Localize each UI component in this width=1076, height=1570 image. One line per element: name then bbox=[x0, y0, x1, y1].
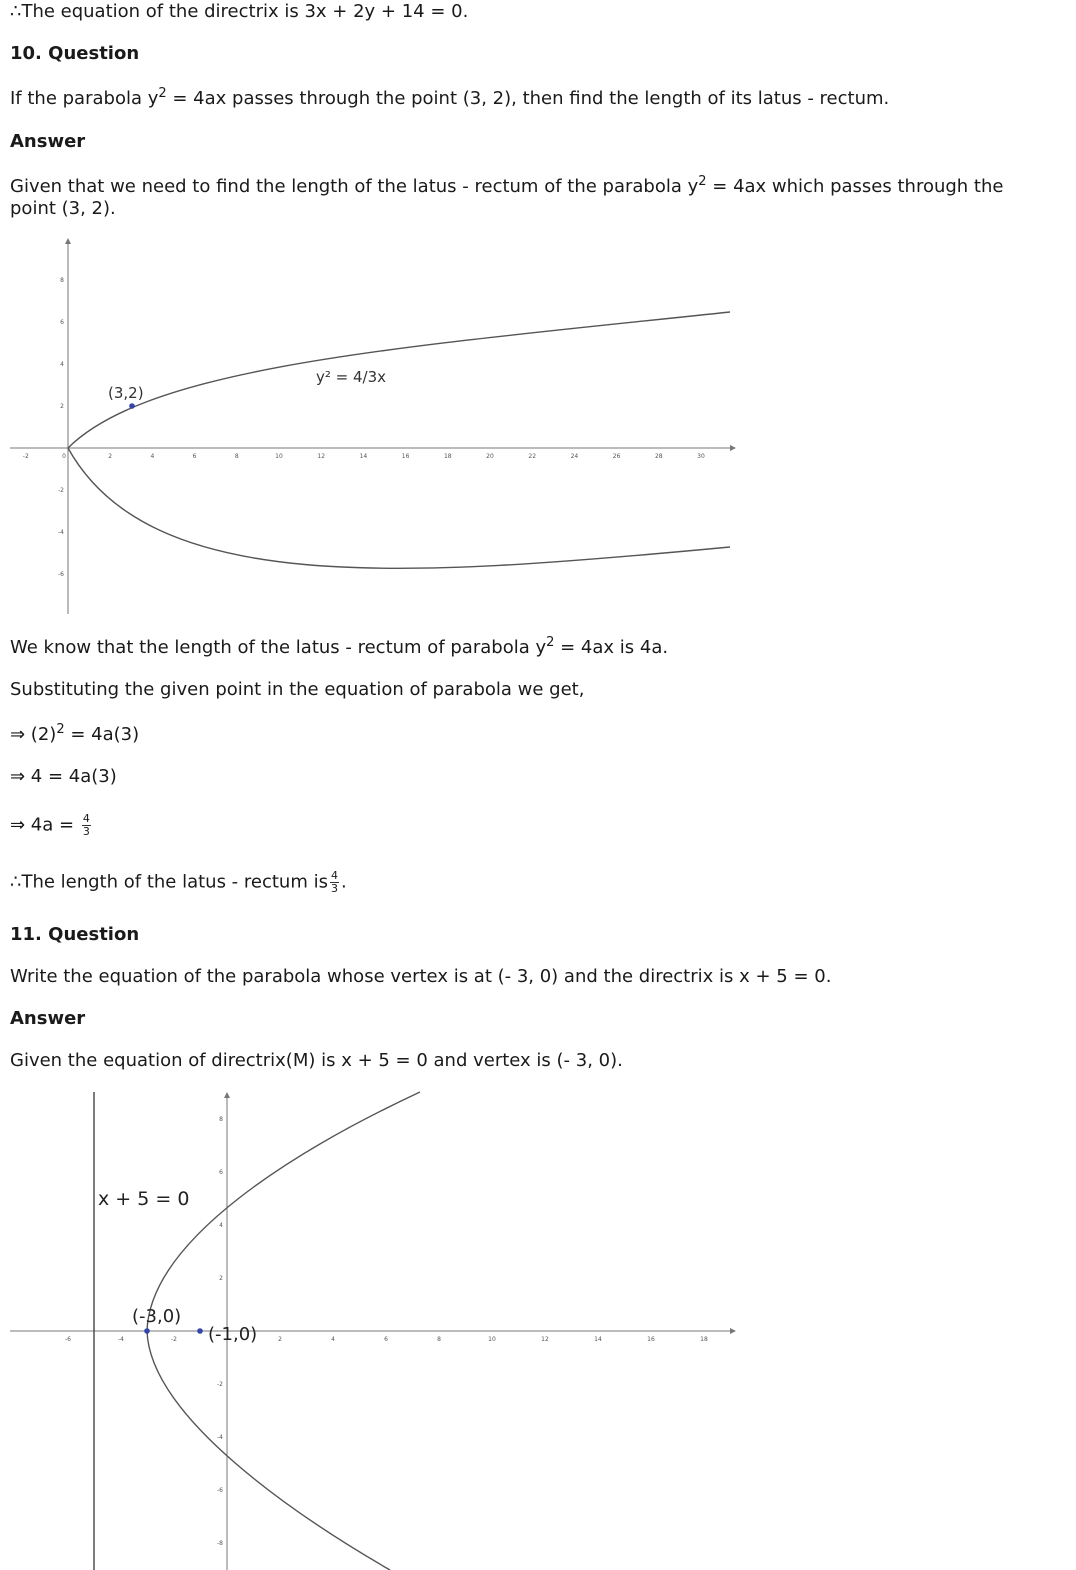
tick-label: 2 bbox=[219, 1275, 223, 1282]
q11-graph-x-ticks bbox=[65, 1336, 708, 1343]
q10-step2: ⇒ 4 = 4a(3) bbox=[10, 766, 117, 787]
tick-label: 10 bbox=[488, 1336, 496, 1343]
q11-parabola-graph bbox=[0, 1088, 740, 1570]
q10-know: We know that the length of the latus - rectum of parabola $y^2 = 4ax$ is 4a. bbox=[10, 635, 669, 658]
q10-heading: 10. Question bbox=[10, 43, 140, 64]
q10-graph-y-ticks bbox=[58, 277, 64, 578]
tick-label: 10 bbox=[275, 453, 283, 460]
q10-graph-axes bbox=[10, 238, 736, 614]
tick-label: 8 bbox=[60, 277, 64, 284]
tick-label: 4 bbox=[60, 361, 64, 368]
tick-label: -6 bbox=[217, 1487, 223, 1494]
q11-answer-heading: Answer bbox=[10, 1008, 86, 1029]
tick-label: -6 bbox=[65, 1336, 71, 1343]
fraction: $\frac{4}{3}$ bbox=[330, 869, 338, 895]
q10-graph-x-ticks bbox=[23, 453, 705, 460]
tick-label: 12 bbox=[317, 453, 326, 460]
tick-label: -8 bbox=[217, 1540, 223, 1547]
tick-label: -4 bbox=[118, 1336, 124, 1343]
tick-label: 6 bbox=[60, 319, 64, 326]
q11-graph-axes bbox=[10, 1092, 736, 1570]
q10-step1: ⇒ $(2)^2 = 4a(3)$ bbox=[10, 722, 140, 745]
tick-label: 20 bbox=[486, 453, 494, 460]
q11-heading: 11. Question bbox=[10, 924, 140, 945]
q10-curve-label: y² = 4/3x bbox=[316, 368, 387, 386]
q10-substitute: Substituting the given point in the equation of parabola we get, bbox=[10, 679, 585, 700]
tick-label: -2 bbox=[58, 487, 64, 494]
tick-label: -2 bbox=[22, 453, 29, 460]
q10-question: If the parabola $y^2 = 4ax$ passes through the point (3, 2), then find the length of its latus - rectum. bbox=[10, 86, 890, 109]
q11-given: Given the equation of directrix(M) is x + 5 = 0 and vertex is (- 3, 0). bbox=[10, 1050, 623, 1071]
tick-label: 26 bbox=[612, 453, 621, 460]
tick-label: 16 bbox=[401, 453, 410, 460]
tick-label: -6 bbox=[58, 571, 64, 578]
q11-vertex-label: (-3,0) bbox=[132, 1306, 182, 1327]
tick-label: 14 bbox=[359, 453, 368, 460]
tick-label: -2 bbox=[217, 1381, 223, 1388]
q10-point-label: (3,2) bbox=[108, 384, 144, 402]
tick-label: 2 bbox=[108, 453, 113, 460]
tick-label: 12 bbox=[541, 1336, 549, 1343]
tick-label: -4 bbox=[217, 1434, 223, 1441]
tick-label: 6 bbox=[384, 1336, 388, 1343]
q11-directrix-label: x + 5 = 0 bbox=[98, 1188, 190, 1210]
tick-label: -4 bbox=[58, 529, 64, 536]
q10-parabola-curve bbox=[68, 312, 730, 568]
tick-label: -2 bbox=[171, 1336, 177, 1343]
q11-vertex-marker bbox=[144, 1328, 150, 1334]
q10-point-marker bbox=[129, 403, 135, 409]
tick-label: 4 bbox=[331, 1336, 335, 1343]
tick-label: 8 bbox=[219, 1116, 223, 1123]
tick-label: 2 bbox=[60, 403, 64, 410]
q10-conclusion: ∴The length of the latus - rectum is $\frac{4}{3}$ . bbox=[10, 869, 347, 895]
tick-label: 8 bbox=[234, 453, 239, 460]
q11-question: Write the equation of the parabola whose vertex is at (- 3, 0) and the directrix is x + 5 = 0. bbox=[10, 966, 832, 987]
q10-given: Given that we need to find the length of the latus - rectum of the parabola $y^2 = 4ax$ which passes through the point (3, 2). bbox=[10, 174, 1004, 219]
tick-label: 30 bbox=[697, 453, 705, 460]
tick-label: 2 bbox=[278, 1336, 282, 1343]
tick-label: 18 bbox=[700, 1336, 708, 1343]
q9-conclusion: ∴The equation of the directrix is 3x + 2y + 14 = 0. bbox=[10, 1, 469, 22]
tick-label: 4 bbox=[150, 453, 155, 460]
q10-parabola-graph bbox=[0, 236, 740, 616]
tick-label: 0 bbox=[62, 453, 66, 460]
tick-label: 24 bbox=[570, 453, 579, 460]
q10-answer-heading: Answer bbox=[10, 131, 86, 152]
tick-label: 22 bbox=[528, 453, 537, 460]
tick-label: 18 bbox=[443, 453, 452, 460]
tick-label: 28 bbox=[654, 453, 663, 460]
tick-label: 6 bbox=[219, 1169, 223, 1176]
q11-focus-marker bbox=[197, 1328, 203, 1334]
q11-focus-label: (-1,0) bbox=[208, 1324, 258, 1345]
tick-label: 14 bbox=[594, 1336, 602, 1343]
tick-label: 16 bbox=[647, 1336, 655, 1343]
q10-step3: ⇒ 4a = $\frac{4}{3}$ bbox=[10, 812, 90, 838]
tick-label: 8 bbox=[437, 1336, 441, 1343]
fraction: $\frac{4}{3}$ bbox=[82, 812, 90, 838]
tick-label: 6 bbox=[192, 453, 197, 460]
tick-label: 4 bbox=[219, 1222, 223, 1229]
